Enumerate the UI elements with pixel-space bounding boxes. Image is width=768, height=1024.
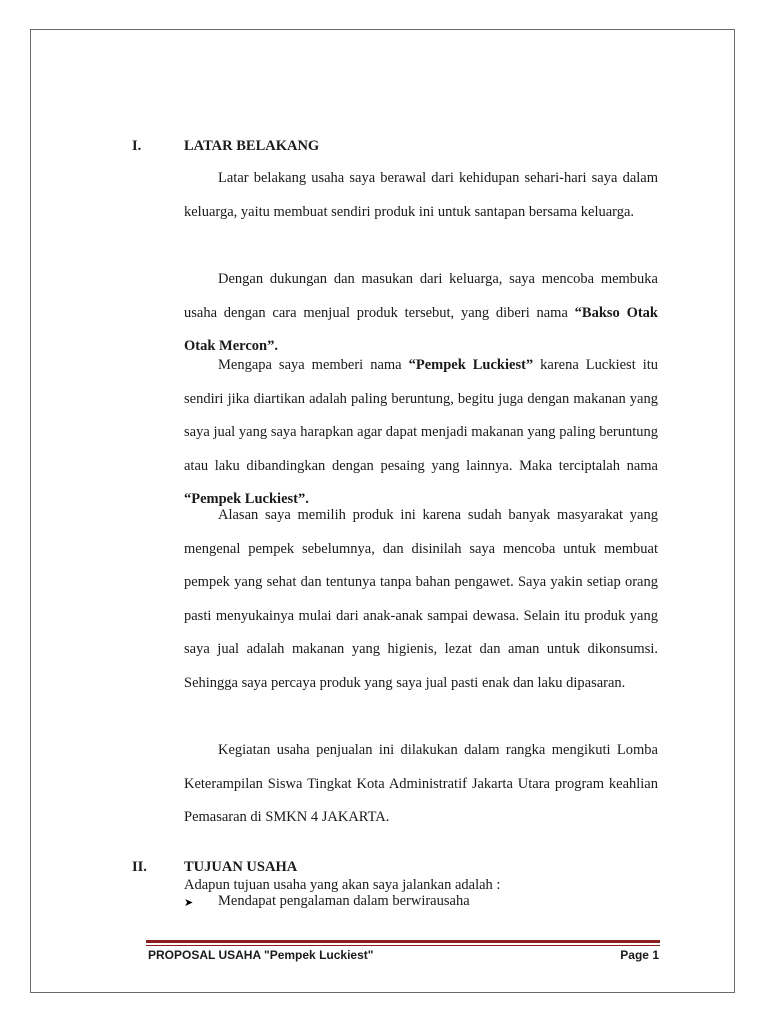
section-title: LATAR BELAKANG [184, 138, 320, 154]
brand-name-bold-2: “Pempek Luckiest”. [184, 491, 309, 507]
paragraph-3 [184, 349, 658, 517]
footer-rule [146, 940, 660, 943]
page-number: Page 1 [620, 948, 659, 962]
paragraph-5: Kegiatan usaha penjualan ini dilakukan dalam rangka mengikuti Lomba Keterampilan Siswa Tingkat Kota Administratif Jakarta Utara program keahlian Pemasaran di SMKN 4 JAKARTA. [184, 742, 658, 825]
brand-name-bold: “Pempek Luckiest” [408, 357, 534, 373]
footer-rule-thin [146, 945, 660, 946]
paragraph-4: Alasan saya memilih produk ini karena sudah banyak masyarakat yang mengenal pempek sebelumnya, dan disinilah saya mencoba untuk membuat pempek yang sehat dan tentunya tanpa bahan pengawet. Saya yakin setiap orang pasti menyukainya mulai dari anak-anak sampai dewasa. Selain itu produk yang saya jual adalah makanan yang higienis, lezat dan aman untuk dikonsumsi. Sehingga saya percaya produk yang saya jual pasti enak dan laku dipasaran. [184, 507, 658, 691]
paragraph-3-text-a: Mengapa saya memberi nama [218, 357, 402, 373]
paragraph-2-text: Dengan dukungan dan masukan dari keluarga, saya mencoba membuka usaha dengan cara menjual produk tersebut, yang diberi nama [184, 271, 658, 321]
section-number: I. [132, 138, 142, 154]
section-title: TUJUAN USAHA [184, 859, 298, 875]
bullet-item: Mendapat pengalaman dalam berwirausaha [218, 893, 470, 909]
paragraph-3-text-b: karena Luckiest itu sendiri jika diartikan adalah paling beruntung, begitu juga dengan makanan yang saya jual yang saya harapkan agar dapat menjadi makanan yang paling beruntung atau laku dibandingkan dengan pesaing yang lainnya. Maka terciptalah nama [184, 357, 659, 474]
arrow-bullet-icon: ➤ [184, 896, 194, 909]
section-number: II. [132, 859, 147, 875]
paragraph-1: Latar belakang usaha saya berawal dari kehidupan sehari-hari saya dalam keluarga, yaitu membuat sendiri produk ini untuk santapan bersama keluarga. [184, 170, 658, 220]
footer-title: PROPOSAL USAHA "Pempek Luckiest" [148, 948, 374, 962]
section-2-intro: Adapun tujuan usaha yang akan saya jalankan adalah : [184, 877, 501, 893]
product-name-bold: “Bakso Otak Otak Mercon”. [184, 304, 658, 354]
